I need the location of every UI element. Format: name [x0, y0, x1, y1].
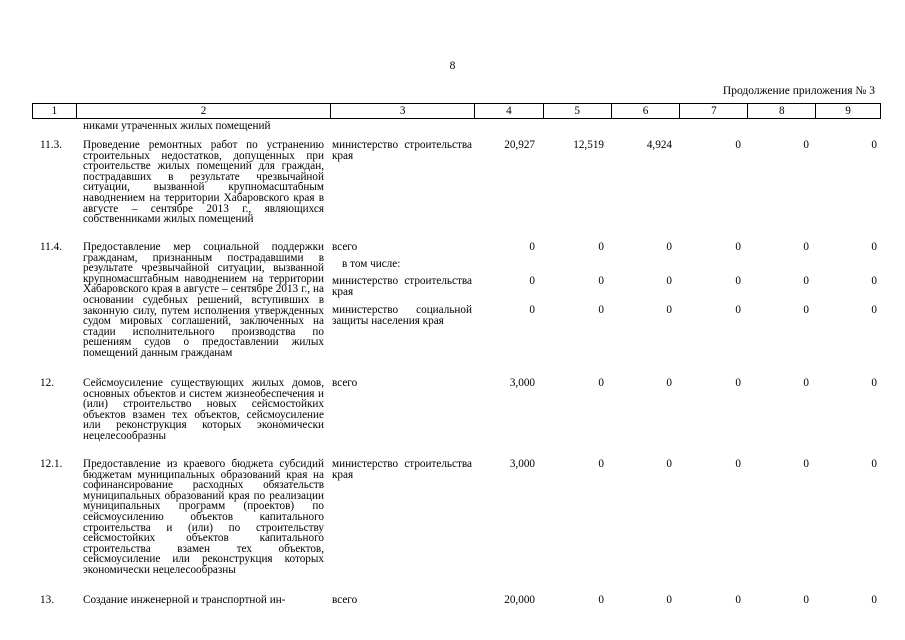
value-cell: 0 — [598, 458, 604, 470]
row-values — [32, 242, 881, 253]
row-values — [32, 140, 881, 151]
header-cell: 4 — [475, 104, 544, 118]
value-cell: 0 — [598, 275, 604, 287]
value-cell: 0 — [529, 304, 535, 316]
value-cell: 0 — [735, 241, 741, 253]
value-cell: 0 — [666, 241, 672, 253]
header-cell: 9 — [845, 105, 851, 117]
value-cell: 0 — [735, 139, 741, 151]
row-description: Предоставление из краевого бюджета субсидий бюджетам муниципальных образований края на софинансирование расходных обязательств муниципальных образований края по реализации муниципальных программ (проектов) по сейсмоусилению объектов капитального строительства и (или) по строительству сейсмостойких объектов капитального строительства взамен тех объектов, сейсмоусиление или реконструкция которых экономически нецелесообразны — [83, 458, 324, 576]
value-cell: 0 — [666, 458, 672, 470]
value-cell: 0 — [529, 241, 535, 253]
value-cell: 0 — [803, 594, 809, 606]
value-cell: 0 — [735, 458, 741, 470]
row-executor: министерство строительства края — [332, 275, 472, 298]
table-header — [32, 103, 881, 119]
row-description: Предоставление мер социальной поддержки гражданам, признанным пострадавшими в результате чрезвычайной ситуации, вызванной крупномасштабным наводнением на территории Хабаровского края в августе – сентябре 2013 г., на основании судебных решений, вступивших в законную силу, путем исполнения утвержденных судом мировых соглашений, заключенных на стадии исполнительного производства по решениям судов о предоставлении жилых помещений данным гражданам — [83, 241, 324, 359]
value-cell: 12,519 — [573, 139, 604, 151]
value-cell: 0 — [803, 275, 809, 287]
value-cell: 0 — [666, 377, 672, 389]
row-description: Создание инженерной и транспортной ин- — [83, 594, 286, 606]
row-executor: всего — [332, 594, 358, 606]
value-cell: 0 — [735, 377, 741, 389]
value-cell: 0 — [666, 275, 672, 287]
value-cell: 0 — [666, 304, 672, 316]
value-cell: 0 — [871, 304, 877, 316]
row-values — [32, 378, 881, 389]
row-values — [32, 459, 881, 470]
header-cell: 8 — [748, 104, 816, 118]
row-values — [32, 595, 881, 606]
value-cell: 20,927 — [504, 139, 535, 151]
value-cell: 0 — [598, 594, 604, 606]
header-cell: 1 — [33, 104, 77, 118]
value-cell: 0 — [735, 275, 741, 287]
value-cell: 0 — [803, 139, 809, 151]
value-cell: 20,000 — [504, 594, 535, 606]
value-cell: 0 — [871, 275, 877, 287]
row-executor: всего — [332, 241, 358, 253]
row-number: 12.1. — [40, 458, 63, 470]
page-number: 8 — [449, 60, 456, 72]
value-cell: 0 — [871, 458, 877, 470]
row-number: 11.4. — [40, 241, 62, 253]
row-executor-subheading: в том числе: — [342, 258, 401, 270]
value-cell: 0 — [598, 304, 604, 316]
header-cell: 7 — [680, 104, 748, 118]
continued-text-fragment: никами утраченных жилых помещений — [83, 120, 271, 132]
row-number: 12. — [40, 377, 54, 389]
row-values — [32, 305, 881, 316]
value-cell: 3,000 — [509, 377, 535, 389]
value-cell: 0 — [529, 275, 535, 287]
value-cell: 0 — [666, 594, 672, 606]
value-cell: 0 — [871, 241, 877, 253]
row-description: Проведение ремонтных работ по устранению строительных недостатков, допущенных при строительстве жилых помещений для граждан, пострадавших в результате чрезвычайной ситуации, вызванной крупномасштабным наводнением на территории Хабаровского края в августе – сентябре 2013 г., являющихся собственниками жилых помещений — [83, 139, 324, 226]
value-cell: 0 — [735, 594, 741, 606]
value-cell: 0 — [803, 377, 809, 389]
row-executor: министерство строительства края — [332, 458, 472, 481]
row-executor: министерство социальной защиты населения края — [332, 304, 472, 327]
row-description: Сейсмоусиление существующих жилых домов, основных объектов и систем жизнеобеспечения и (или) строительство новых сейсмостойких объектов взамен тех объектов, сейсмоусиление или реконструкция которых экономически нецелесообразны — [83, 377, 324, 442]
row-executor: всего — [332, 377, 358, 389]
row-number: 13. — [40, 594, 54, 606]
value-cell: 0 — [803, 241, 809, 253]
row-executor: министерство строительства края — [332, 139, 472, 162]
value-cell: 0 — [803, 304, 809, 316]
header-cell: 5 — [544, 104, 612, 118]
row-values — [32, 276, 881, 287]
value-cell: 0 — [871, 139, 877, 151]
header-cell: 6 — [612, 104, 681, 118]
value-cell: 0 — [598, 241, 604, 253]
value-cell: 0 — [871, 377, 877, 389]
value-cell: 4,924 — [646, 139, 672, 151]
value-cell: 0 — [871, 594, 877, 606]
row-number: 11.3. — [40, 139, 62, 151]
header-cell: 3 — [331, 104, 475, 118]
value-cell: 0 — [735, 304, 741, 316]
value-cell: 0 — [803, 458, 809, 470]
header-cell: 2 — [77, 104, 331, 118]
value-cell: 3,000 — [509, 458, 535, 470]
value-cell: 0 — [598, 377, 604, 389]
continuation-label: Продолжение приложения № 3 — [722, 85, 875, 97]
